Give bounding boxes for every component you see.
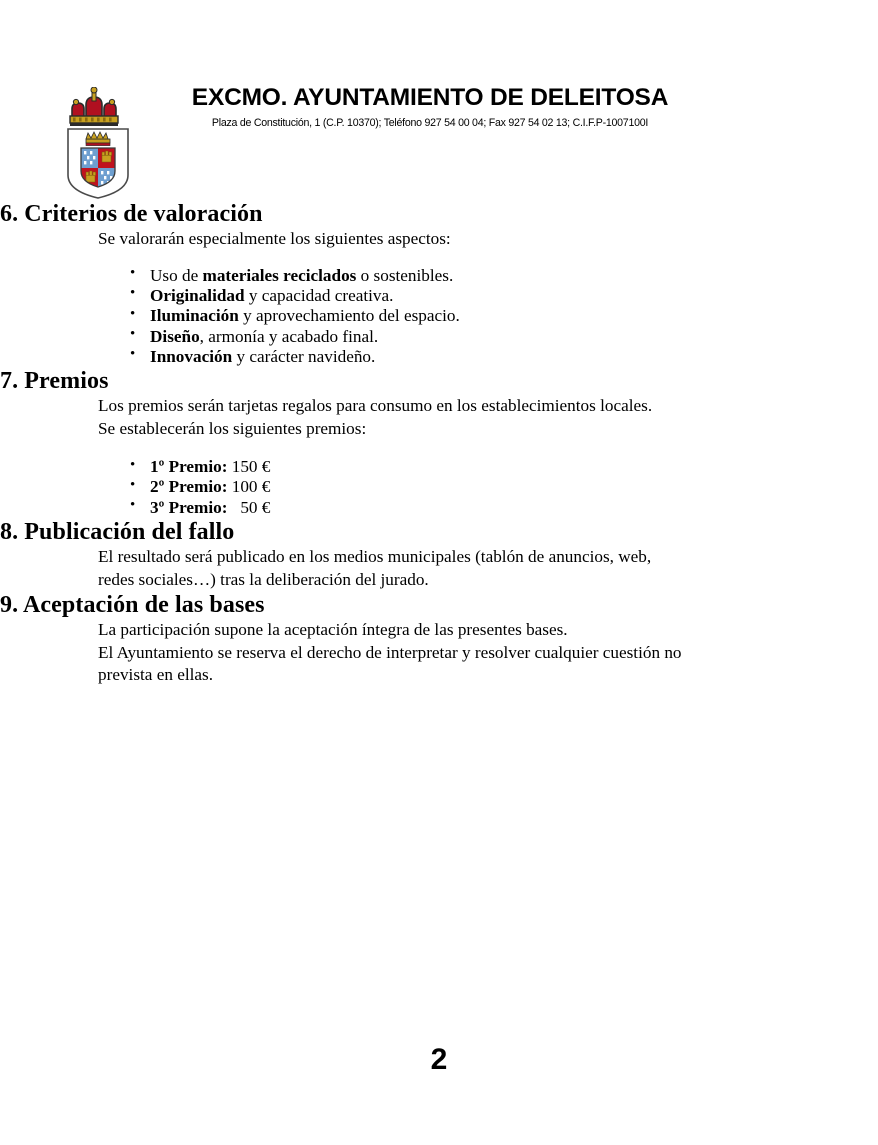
prize-amount: 50 € bbox=[227, 497, 271, 517]
organization-title: EXCMO. AYUNTAMIENTO DE DELEITOSA bbox=[191, 84, 669, 111]
prize-amount: 150 € bbox=[227, 457, 271, 477]
list-item bbox=[130, 306, 878, 326]
section-7-paragraph-2: Se establecerán los siguientes premios: bbox=[98, 418, 367, 438]
prize-label: 2º Premio: bbox=[150, 477, 228, 497]
list-item bbox=[130, 286, 878, 306]
section-6-intro-paragraph: Se valorarán especialmente los siguientes aspectos: bbox=[98, 229, 451, 249]
document-body bbox=[0, 200, 878, 687]
prize-label: 3º Premio: bbox=[150, 497, 228, 517]
page-number: 2 bbox=[430, 1043, 448, 1076]
list-item bbox=[130, 266, 878, 286]
criteria-post: , armonía y acabado final. bbox=[199, 326, 379, 346]
list-item bbox=[130, 498, 878, 518]
organization-contact-line: Plaza de Constitución, 1 (C.P. 10370); Teléfono 927 54 00 04; Fax 927 54 02 13; C.I.F.P-1007100I bbox=[211, 117, 649, 130]
criteria-bold: Iluminación bbox=[150, 306, 239, 326]
criteria-list bbox=[130, 266, 878, 367]
criteria-bold: Innovación bbox=[150, 346, 233, 366]
prize-amount: 100 € bbox=[227, 477, 271, 497]
section-9-paragraph-1: La participación supone la aceptación íntegra de las presentes bases. bbox=[98, 620, 568, 640]
document-header bbox=[0, 85, 878, 200]
criteria-post: y carácter navideño. bbox=[232, 346, 376, 366]
header-text-block bbox=[160, 85, 700, 129]
criteria-bold: materiales reciclados bbox=[202, 265, 357, 285]
criteria-pre: Uso de bbox=[150, 265, 203, 285]
list-item bbox=[130, 457, 878, 477]
section-8-paragraph-1: El resultado será publicado en los medios municipales (tablón de anuncios, web, redes sociales…) tras la deliberación del jurado. bbox=[98, 547, 652, 589]
prizes-list bbox=[130, 457, 878, 518]
criteria-bold: Originalidad bbox=[150, 285, 245, 305]
section-9-paragraph-2: El Ayuntamiento se reserva el derecho de interpretar y resolver cualquier cuestión no prevista en ellas. bbox=[98, 642, 682, 685]
criteria-post: o sostenibles. bbox=[356, 265, 454, 285]
prize-label: 1º Premio: bbox=[150, 457, 228, 477]
section-heading-9: 9. Aceptación de las bases bbox=[0, 592, 265, 619]
section-heading-8: 8. Publicación del fallo bbox=[0, 519, 235, 546]
criteria-post: y capacidad creativa. bbox=[244, 285, 394, 305]
list-item bbox=[130, 477, 878, 497]
section-heading-7: 7. Premios bbox=[0, 368, 109, 395]
section-heading-6: 6. Criterios de valoración bbox=[0, 201, 263, 227]
criteria-bold: Diseño bbox=[150, 326, 200, 346]
list-item bbox=[130, 327, 878, 347]
criteria-post: y aprovechamiento del espacio. bbox=[238, 306, 460, 326]
list-item bbox=[130, 347, 878, 367]
coat-of-arms-icon bbox=[62, 87, 134, 199]
section-7-paragraph-1: Los premios serán tarjetas regalos para consumo en los establecimientos locales. bbox=[98, 396, 653, 416]
